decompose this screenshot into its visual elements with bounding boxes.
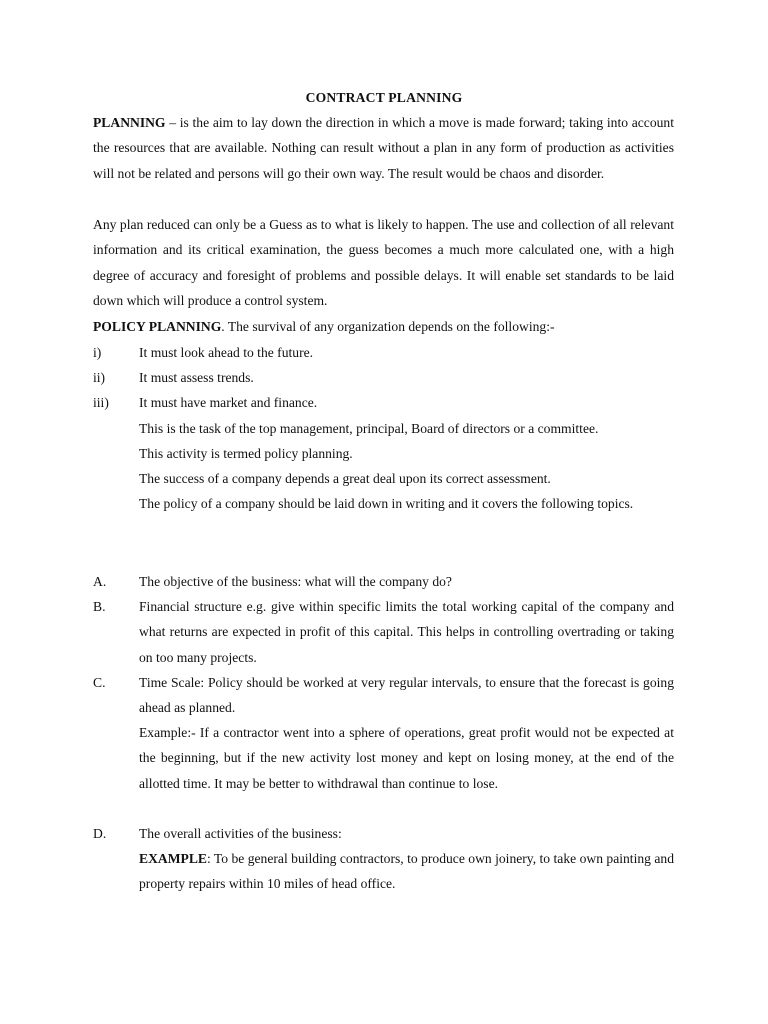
policy-note: The success of a company depends a great deal upon its correct assessment. — [139, 471, 551, 486]
policy-note: The policy of a company should be laid down in writing and it covers the following topics. — [139, 496, 634, 511]
list-item-text: It must assess trends. — [139, 370, 254, 385]
planning-text: – is the aim to lay down the direction in which a move is made forward; taking into account the resources that are available. Nothing can result without a plan in any form of production as activities will not be related and persons will go their own way. The result would be chaos and disorder. — [93, 115, 674, 181]
planning-lead: PLANNING — [93, 115, 166, 130]
list-item-label: iii) — [93, 395, 109, 410]
topic-item — [93, 594, 674, 670]
policy-lead: POLICY PLANNING — [93, 319, 222, 334]
list-item — [93, 390, 674, 415]
page-title: CONTRACT PLANNING — [305, 90, 463, 105]
example-d-paragraph — [139, 846, 674, 897]
topic-text: Time Scale: Policy should be worked at very regular intervals, to ensure that the forecast is going ahead as planned. — [139, 675, 674, 716]
list-item — [93, 340, 674, 365]
policy-text: . The survival of any organization depends on the following:- — [221, 319, 555, 334]
topic-label: B. — [93, 599, 106, 614]
policy-note: This activity is termed policy planning. — [139, 446, 353, 461]
topic-label: A. — [93, 574, 107, 589]
policy-paragraph — [93, 314, 674, 339]
topic-text: The objective of the business: what will the company do? — [139, 574, 452, 589]
list-item-text: It must look ahead to the future. — [139, 345, 314, 360]
topic-text: Financial structure e.g. give within specific limits the total working capital of the company and what returns are expected in profit of this capital. This helps in controlling overtrading or taking on too many projects. — [139, 599, 674, 665]
list-item — [93, 365, 674, 390]
example-c-paragraph: Example:- If a contractor went into a sphere of operations, great profit would not be expected at the beginning, but if the new activity lost money and kept on losing money, at the end of the allotted time. It may be better to withdrawal than continue to lose. — [139, 725, 674, 791]
topic-item — [93, 569, 674, 594]
policy-note: This is the task of the top management, principal, Board of directors or a committee. — [139, 421, 599, 436]
example-d-text: : To be general building contractors, to produce own joinery, to take own painting and property repairs within 10 miles of head office. — [139, 851, 674, 892]
list-item-label: ii) — [93, 370, 106, 385]
topic-item — [93, 821, 674, 846]
guess-paragraph: Any plan reduced can only be a Guess as to what is likely to happen. The use and collection of all relevant information and its critical examination, the guess becomes a much more calculated one, with a high degree of accuracy and foresight of problems and possible delays. It will enable set standards to be laid down which will produce a control system. — [93, 217, 674, 309]
topic-label: C. — [93, 675, 106, 690]
example-d-lead: EXAMPLE — [139, 851, 207, 866]
topic-label: D. — [93, 826, 107, 841]
topic-text: The overall activities of the business: — [139, 826, 342, 841]
planning-paragraph — [93, 110, 674, 186]
list-item-label: i) — [93, 345, 102, 360]
topic-item — [93, 670, 674, 721]
list-item-text: It must have market and finance. — [139, 395, 318, 410]
